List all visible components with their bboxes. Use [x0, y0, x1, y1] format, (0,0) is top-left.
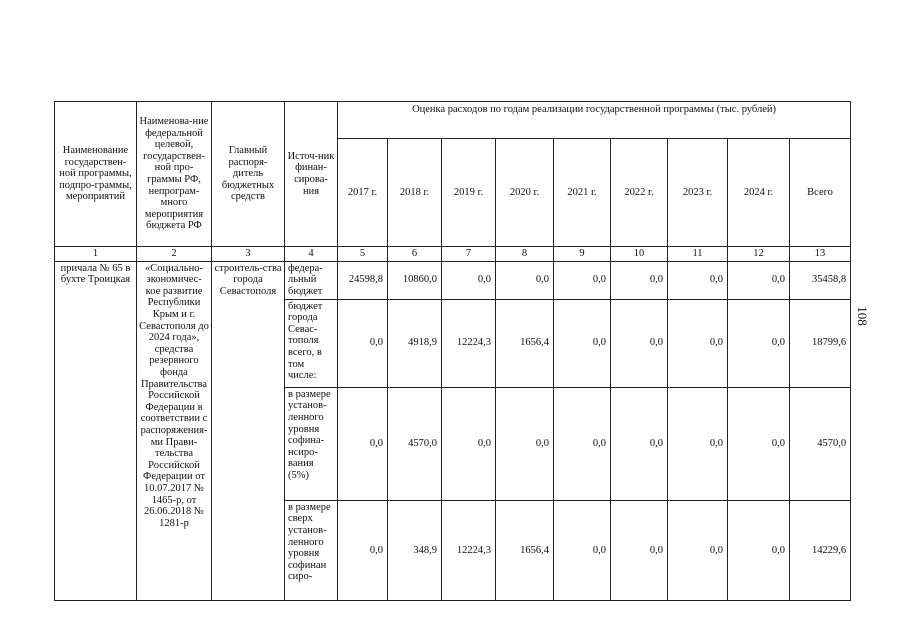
cell-value: 4570,0 [388, 387, 442, 500]
header-budget-admin: Главный распоря-дитель бюджетных средств [212, 102, 285, 247]
cell-value: 0,0 [611, 261, 668, 299]
cell-value: 0,0 [554, 500, 611, 600]
col-number: 13 [790, 247, 851, 262]
header-years-group: Оценка расходов по годам реализации государственной программы (тыс. рублей) [338, 102, 851, 139]
header-program-name: Наименование государствен-ной программы, подпро-граммы, мероприятий [55, 102, 137, 247]
header-year-2019: 2019 г. [442, 139, 496, 247]
header-federal-program: Наименова-ние федеральной целевой, государствен-ной про-граммы РФ, непрограм-много мероприятия бюджета РФ [137, 102, 212, 247]
cell-value: 0,0 [668, 261, 728, 299]
header-funding-source: Источ-ник финан-сирова-ния [285, 102, 338, 247]
header-year-2018: 2018 г. [388, 139, 442, 247]
header-year-2022: 2022 г. [611, 139, 668, 247]
col-number: 10 [611, 247, 668, 262]
cell-program-name: причала № 65 в бухте Троицкая [55, 261, 137, 600]
cell-value: 0,0 [668, 387, 728, 500]
col-number: 9 [554, 247, 611, 262]
cell-value: 0,0 [554, 261, 611, 299]
column-numbers-row [55, 247, 851, 262]
cell-value: 1656,4 [496, 500, 554, 600]
cell-value: 0,0 [554, 299, 611, 387]
col-number: 8 [496, 247, 554, 262]
cell-value: 0,0 [611, 299, 668, 387]
cell-value: 0,0 [442, 387, 496, 500]
cell-value: 0,0 [496, 387, 554, 500]
cell-source: федера-льный бюджет [285, 261, 338, 299]
cell-budget-admin: строитель-ства города Севастополя [212, 261, 285, 600]
cell-value: 4570,0 [790, 387, 851, 500]
header-year-2017: 2017 г. [338, 139, 388, 247]
header-year-2020: 2020 г. [496, 139, 554, 247]
cell-value: 0,0 [554, 387, 611, 500]
cell-value: 348,9 [388, 500, 442, 600]
col-number: 1 [55, 247, 137, 262]
cell-value: 0,0 [338, 387, 388, 500]
cell-value: 12224,3 [442, 299, 496, 387]
cell-value: 1656,4 [496, 299, 554, 387]
header-year-2024: 2024 г. [728, 139, 790, 247]
cell-value: 0,0 [611, 387, 668, 500]
cell-value: 0,0 [728, 500, 790, 600]
col-number: 5 [338, 247, 388, 262]
col-number: 6 [388, 247, 442, 262]
page-number: 108 [854, 306, 870, 326]
cell-value: 0,0 [728, 299, 790, 387]
col-number: 12 [728, 247, 790, 262]
cell-value: 0,0 [668, 299, 728, 387]
cell-value: 0,0 [668, 500, 728, 600]
col-number: 2 [137, 247, 212, 262]
cell-value: 0,0 [611, 500, 668, 600]
col-number: 3 [212, 247, 285, 262]
col-number: 4 [285, 247, 338, 262]
cell-value: 35458,8 [790, 261, 851, 299]
cell-value: 0,0 [728, 261, 790, 299]
cell-source: бюджет города Севас-тополя всего, в том числе: [285, 299, 338, 387]
cell-source: в размере установ-ленного уровня софина-нсиро-вания (5%) [285, 387, 338, 500]
table-row [55, 261, 851, 299]
cell-value: 0,0 [442, 261, 496, 299]
col-number: 7 [442, 247, 496, 262]
cell-value: 24598,8 [338, 261, 388, 299]
cell-value: 0,0 [728, 387, 790, 500]
cell-value: 14229,6 [790, 500, 851, 600]
col-number: 11 [668, 247, 728, 262]
cell-value: 0,0 [338, 299, 388, 387]
cell-value: 12224,3 [442, 500, 496, 600]
header-total: Всего [790, 139, 851, 247]
cell-value: 10860,0 [388, 261, 442, 299]
cell-federal-program: «Социально-экономичес-кое развитие Республики Крым и г. Севастополя до 2024 года», средства резервного фонда Правительства Российской Федерации в соответствии с распоряжения-ми Прави-тельства Российской Федерации от 10.07.2017 № 1465-р, от 26.06.2018 № 1281-р [137, 261, 212, 600]
cell-value: 4918,9 [388, 299, 442, 387]
header-year-2021: 2021 г. [554, 139, 611, 247]
cell-value: 0,0 [496, 261, 554, 299]
cell-source: в размере сверх установ-ленного уровня софинан сиро- [285, 500, 338, 600]
cell-value: 0,0 [338, 500, 388, 600]
expenses-table [54, 101, 851, 601]
cell-value: 18799,6 [790, 299, 851, 387]
header-year-2023: 2023 г. [668, 139, 728, 247]
